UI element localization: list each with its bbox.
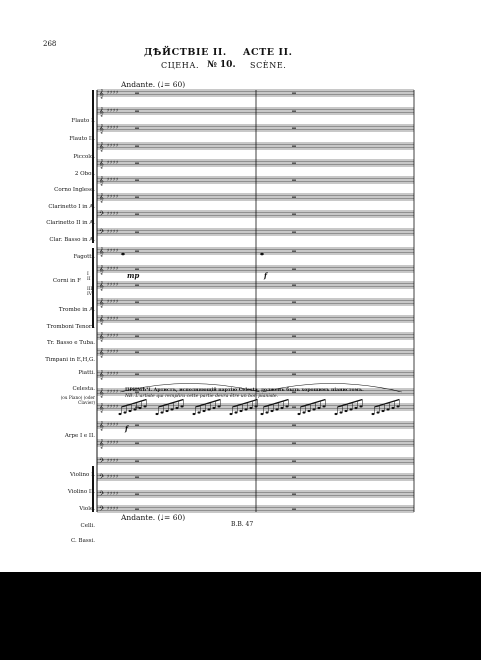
whole-rest <box>292 477 296 478</box>
key-sharp: ♯ <box>113 440 116 446</box>
clef-glyph: 𝄢 <box>99 490 105 499</box>
whole-rest <box>292 163 296 164</box>
key-sharp: ♯ <box>113 316 116 322</box>
harp-note <box>166 410 169 412</box>
key-sharp: ♯ <box>110 282 113 288</box>
key-sharp: ♯ <box>107 474 110 480</box>
harp-note <box>235 411 238 413</box>
key-sharp: ♯ <box>116 440 119 446</box>
key-sharp: ♯ <box>113 299 116 305</box>
key-sharp: ♯ <box>107 299 110 305</box>
key-sharp: ♯ <box>113 491 116 497</box>
whole-rest <box>292 180 296 181</box>
clef-glyph: 𝄞 <box>99 142 104 151</box>
clef-glyph: 𝄞 <box>99 176 104 185</box>
harp-note <box>382 410 385 412</box>
clef-glyph: 𝄞 <box>99 403 104 412</box>
harp-note <box>139 407 142 409</box>
whole-rest <box>135 93 139 94</box>
celesta-footnote-russian: ПРИМѢЧ. Артистъ, исполняющій партію Celesta, долженъ быть хорошимъ піанистомъ. <box>125 388 364 393</box>
clef-glyph: 𝄞 <box>99 124 104 133</box>
instrument-label: Clarinetto I in A. <box>48 204 95 210</box>
celesta-footnote-french: NB. L'artiste qui remplira cette partie devra être un bon pianiste. <box>125 394 279 399</box>
key-sharp: ♯ <box>113 389 116 395</box>
harp-note <box>266 411 269 413</box>
instrument-label: Trombe in A. <box>58 307 95 313</box>
key-sharp: ♯ <box>110 349 113 355</box>
key-sharp: ♯ <box>110 458 113 464</box>
key-sharp: ♯ <box>116 389 119 395</box>
whole-rest <box>292 319 296 320</box>
instrument-label: Piatti. <box>78 370 95 376</box>
key-sharp: ♯ <box>110 299 113 305</box>
key-sharp: ♯ <box>110 316 113 322</box>
whole-rest <box>292 494 296 495</box>
harp-note <box>250 407 253 409</box>
key-sharp: ♯ <box>107 266 110 272</box>
whole-rest <box>135 477 139 478</box>
harp-note <box>129 410 132 412</box>
clef-glyph: 𝄞 <box>99 247 104 256</box>
whole-rest <box>135 374 139 375</box>
key-sharp: ♯ <box>107 143 110 149</box>
harp-note <box>218 405 221 407</box>
whole-rest <box>292 443 296 444</box>
key-sharp: ♯ <box>110 248 113 254</box>
instrument-label: 2 Oboi. <box>74 171 95 177</box>
harp-note <box>340 411 343 413</box>
page-number: 268 <box>43 40 57 48</box>
key-sharp: ♯ <box>107 211 110 217</box>
harp-beam <box>158 400 183 408</box>
whole-rest <box>292 111 296 112</box>
harp-note <box>261 413 264 415</box>
instrument-label: Violino I. <box>70 472 95 478</box>
harp-note <box>281 407 284 409</box>
instrument-label: Celli. <box>80 523 95 529</box>
key-sharp: ♯ <box>113 108 116 114</box>
whole-rest <box>292 425 296 426</box>
harp-note <box>313 408 316 410</box>
key-sharp: ♯ <box>107 316 110 322</box>
harp-beam <box>374 400 399 408</box>
key-sharp: ♯ <box>116 125 119 131</box>
whole-rest <box>135 336 139 337</box>
instrument-label: Timpani in E,H,G. <box>45 357 95 363</box>
harp-note <box>245 408 248 410</box>
key-sharp: ♯ <box>113 194 116 200</box>
whole-rest <box>292 407 296 408</box>
whole-rest <box>292 93 296 94</box>
clef-glyph: 𝄢 <box>99 228 105 237</box>
key-sharp: ♯ <box>107 248 110 254</box>
harp-note <box>134 408 137 410</box>
key-sharp: ♯ <box>110 177 113 183</box>
key-sharp: ♯ <box>107 108 110 114</box>
whole-rest <box>292 251 296 252</box>
harp-note <box>286 405 289 407</box>
key-sharp: ♯ <box>110 371 113 377</box>
instrument-label: Clarinetto II in A. <box>46 220 95 226</box>
whole-rest <box>135 352 139 353</box>
key-sharp: ♯ <box>116 474 119 480</box>
key-sharp: ♯ <box>107 177 110 183</box>
key-sharp: ♯ <box>113 177 116 183</box>
instrument-label: Fagotti. <box>73 254 95 260</box>
whole-rest <box>292 285 296 286</box>
key-sharp: ♯ <box>116 299 119 305</box>
key-sharp: ♯ <box>110 211 113 217</box>
key-sharp: ♯ <box>113 90 116 96</box>
harp-note <box>318 407 321 409</box>
harp-note <box>171 408 174 410</box>
clef-glyph: 𝄞 <box>99 439 104 448</box>
key-sharp: ♯ <box>116 282 119 288</box>
instrument-label: Flauto II. <box>69 136 95 142</box>
key-sharp: ♯ <box>110 125 113 131</box>
harp-note <box>397 405 400 407</box>
clef-glyph: 𝄞 <box>99 159 104 168</box>
harp-beam <box>300 400 325 408</box>
whole-rest <box>135 163 139 164</box>
key-sharp: ♯ <box>113 248 116 254</box>
harp-note <box>276 408 279 410</box>
key-sharp: ♯ <box>107 389 110 395</box>
key-sharp: ♯ <box>107 440 110 446</box>
whole-rest <box>135 232 139 233</box>
clef-glyph: 𝄞 <box>99 107 104 116</box>
horn-part-lower: III IV <box>87 287 93 297</box>
whole-rest <box>135 407 139 408</box>
harp-note <box>203 410 206 412</box>
instrument-label: Clar. Basso in A. <box>49 237 95 243</box>
whole-rest <box>135 494 139 495</box>
harp-beam <box>195 400 220 408</box>
key-sharp: ♯ <box>110 194 113 200</box>
dynamic-corni-f: f <box>264 271 268 280</box>
key-sharp: ♯ <box>107 229 110 235</box>
harp-note <box>360 405 363 407</box>
key-sharp: ♯ <box>110 491 113 497</box>
clef-glyph: 𝄢 <box>99 505 105 514</box>
key-sharp: ♯ <box>110 333 113 339</box>
whole-rest <box>292 214 296 215</box>
harp-note <box>335 413 338 415</box>
key-sharp: ♯ <box>110 404 113 410</box>
key-sharp: ♯ <box>107 194 110 200</box>
key-sharp: ♯ <box>116 506 119 512</box>
harp-note <box>193 413 196 415</box>
whole-rest <box>292 352 296 353</box>
key-sharp: ♯ <box>113 349 116 355</box>
key-sharp: ♯ <box>107 422 110 428</box>
harp-note <box>198 411 201 413</box>
key-sharp: ♯ <box>116 371 119 377</box>
instrument-label: Flauto I. <box>71 118 95 124</box>
horn-note <box>121 253 125 256</box>
tempo-marking-top: Andante. (♩= 60) <box>121 80 186 89</box>
harp-note <box>208 408 211 410</box>
whole-rest <box>135 111 139 112</box>
key-sharp: ♯ <box>116 143 119 149</box>
key-sharp: ♯ <box>116 404 119 410</box>
harp-note <box>303 411 306 413</box>
clef-glyph: 𝄞 <box>99 89 104 98</box>
harp-note <box>271 410 274 412</box>
key-sharp: ♯ <box>116 90 119 96</box>
harp-note <box>213 407 216 409</box>
key-sharp: ♯ <box>110 389 113 395</box>
harp-note <box>230 413 233 415</box>
key-sharp: ♯ <box>116 211 119 217</box>
instrument-label: Violino II. <box>67 489 95 495</box>
key-sharp: ♯ <box>107 90 110 96</box>
harp-beam <box>263 400 288 408</box>
whole-rest <box>135 509 139 510</box>
clef-glyph: 𝄢 <box>99 473 105 482</box>
key-sharp: ♯ <box>107 371 110 377</box>
key-sharp: ♯ <box>116 177 119 183</box>
key-sharp: ♯ <box>116 458 119 464</box>
clef-glyph: 𝄞 <box>99 421 104 430</box>
clef-glyph: 𝄞 <box>99 281 104 290</box>
key-sharp: ♯ <box>113 160 116 166</box>
key-sharp: ♯ <box>107 506 110 512</box>
key-sharp: ♯ <box>113 474 116 480</box>
whole-rest <box>292 128 296 129</box>
dynamic-arpe-f: f <box>125 424 129 433</box>
harp-note <box>181 405 184 407</box>
whole-rest <box>292 197 296 198</box>
key-sharp: ♯ <box>113 506 116 512</box>
clef-glyph: 𝄞 <box>99 193 104 202</box>
key-sharp: ♯ <box>113 143 116 149</box>
key-sharp: ♯ <box>110 143 113 149</box>
dynamic-corni-mp: mp <box>127 271 140 280</box>
whole-rest <box>135 146 139 147</box>
key-sharp: ♯ <box>110 160 113 166</box>
horn-note <box>260 253 264 256</box>
key-sharp: ♯ <box>107 349 110 355</box>
whole-rest <box>135 285 139 286</box>
key-sharp: ♯ <box>113 458 116 464</box>
instrument-label: C. Bassi. <box>71 538 95 544</box>
whole-rest <box>135 269 139 270</box>
whole-rest <box>135 319 139 320</box>
key-sharp: ♯ <box>110 422 113 428</box>
clef-glyph: 𝄢 <box>99 457 105 466</box>
key-sharp: ♯ <box>110 229 113 235</box>
whole-rest <box>292 146 296 147</box>
clef-glyph: 𝄞 <box>99 315 104 324</box>
key-sharp: ♯ <box>110 108 113 114</box>
key-sharp: ♯ <box>116 248 119 254</box>
key-sharp: ♯ <box>116 349 119 355</box>
harp-note <box>161 411 164 413</box>
whole-rest <box>292 232 296 233</box>
whole-rest <box>292 302 296 303</box>
whole-rest <box>292 509 296 510</box>
harp-note <box>156 413 159 415</box>
harp-note <box>176 407 179 409</box>
key-sharp: ♯ <box>116 229 119 235</box>
instrument-label-sub: (ou Piano) (oder Clavier) <box>60 395 95 405</box>
instrument-label: Viole. <box>79 506 95 512</box>
key-sharp: ♯ <box>110 266 113 272</box>
clef-glyph: 𝄞 <box>99 370 104 379</box>
key-sharp: ♯ <box>107 125 110 131</box>
harp-note <box>345 410 348 412</box>
harp-note <box>323 405 326 407</box>
key-sharp: ♯ <box>113 371 116 377</box>
clef-glyph: 𝄞 <box>99 332 104 341</box>
whole-rest <box>135 214 139 215</box>
key-sharp: ♯ <box>116 266 119 272</box>
harp-note <box>240 410 243 412</box>
instrument-label: Celesta. <box>72 386 95 392</box>
harp-note <box>387 408 390 410</box>
harp-note <box>377 411 380 413</box>
key-sharp: ♯ <box>110 90 113 96</box>
instrument-label: Tr. Basso e Tuba. <box>47 340 95 346</box>
whole-rest <box>292 269 296 270</box>
whole-rest <box>135 128 139 129</box>
whole-rest <box>292 461 296 462</box>
harp-note <box>350 408 353 410</box>
tempo-marking-bottom: Andante. (♩= 60) <box>121 513 186 522</box>
whole-rest <box>135 251 139 252</box>
horn-part-upper: I II <box>87 272 91 282</box>
key-sharp: ♯ <box>113 266 116 272</box>
key-sharp: ♯ <box>113 229 116 235</box>
key-sharp: ♯ <box>116 491 119 497</box>
clef-glyph: 𝄞 <box>99 265 104 274</box>
clef-glyph: 𝄞 <box>99 298 104 307</box>
whole-rest <box>135 443 139 444</box>
key-sharp: ♯ <box>116 194 119 200</box>
key-sharp: ♯ <box>113 333 116 339</box>
harp-note <box>124 411 127 413</box>
key-sharp: ♯ <box>107 491 110 497</box>
whole-rest <box>292 336 296 337</box>
clef-glyph: 𝄞 <box>99 348 104 357</box>
whole-rest <box>135 461 139 462</box>
whole-rest <box>135 302 139 303</box>
key-sharp: ♯ <box>107 282 110 288</box>
instrument-label: Corni in F <box>52 278 81 284</box>
whole-rest <box>135 180 139 181</box>
scene-label-russian: СЦЕНА. <box>161 61 200 70</box>
harp-note <box>255 405 258 407</box>
instrument-label: Piccolo. <box>73 154 95 160</box>
key-sharp: ♯ <box>116 422 119 428</box>
key-sharp: ♯ <box>110 506 113 512</box>
key-sharp: ♯ <box>110 440 113 446</box>
harp-note <box>355 407 358 409</box>
harp-beam <box>232 400 257 408</box>
harp-beam <box>121 400 146 408</box>
harp-note <box>372 413 375 415</box>
key-sharp: ♯ <box>116 333 119 339</box>
key-sharp: ♯ <box>116 108 119 114</box>
clef-glyph: 𝄞 <box>99 388 104 397</box>
key-sharp: ♯ <box>113 422 116 428</box>
instrument-label: Corno Inglese. <box>54 187 95 193</box>
key-sharp: ♯ <box>107 333 110 339</box>
whole-rest <box>292 374 296 375</box>
key-sharp: ♯ <box>113 211 116 217</box>
harp-note <box>308 410 311 412</box>
key-sharp: ♯ <box>113 282 116 288</box>
key-sharp: ♯ <box>107 458 110 464</box>
key-sharp: ♯ <box>107 404 110 410</box>
key-sharp: ♯ <box>116 160 119 166</box>
act-title-french: ACTE II. <box>243 47 293 58</box>
harp-note <box>119 413 122 415</box>
key-sharp: ♯ <box>110 474 113 480</box>
plate-number: B.B. 47 <box>231 521 254 528</box>
scene-number: № 10. <box>207 60 236 70</box>
instrument-label: Tromboni Tenori. <box>46 324 95 330</box>
key-sharp: ♯ <box>113 125 116 131</box>
whole-rest <box>135 425 139 426</box>
instrument-label: Arpe I e II. <box>64 433 95 439</box>
whole-rest <box>135 197 139 198</box>
key-sharp: ♯ <box>107 160 110 166</box>
act-title-russian: ДѢЙСТВІЕ II. <box>144 47 227 58</box>
harp-note <box>298 413 301 415</box>
scene-label-french: SCÈNE. <box>250 61 287 70</box>
harp-note <box>392 407 395 409</box>
key-sharp: ♯ <box>116 316 119 322</box>
key-sharp: ♯ <box>113 404 116 410</box>
harp-note <box>144 405 147 407</box>
harp-beam <box>337 400 362 408</box>
clef-glyph: 𝄢 <box>99 210 105 219</box>
